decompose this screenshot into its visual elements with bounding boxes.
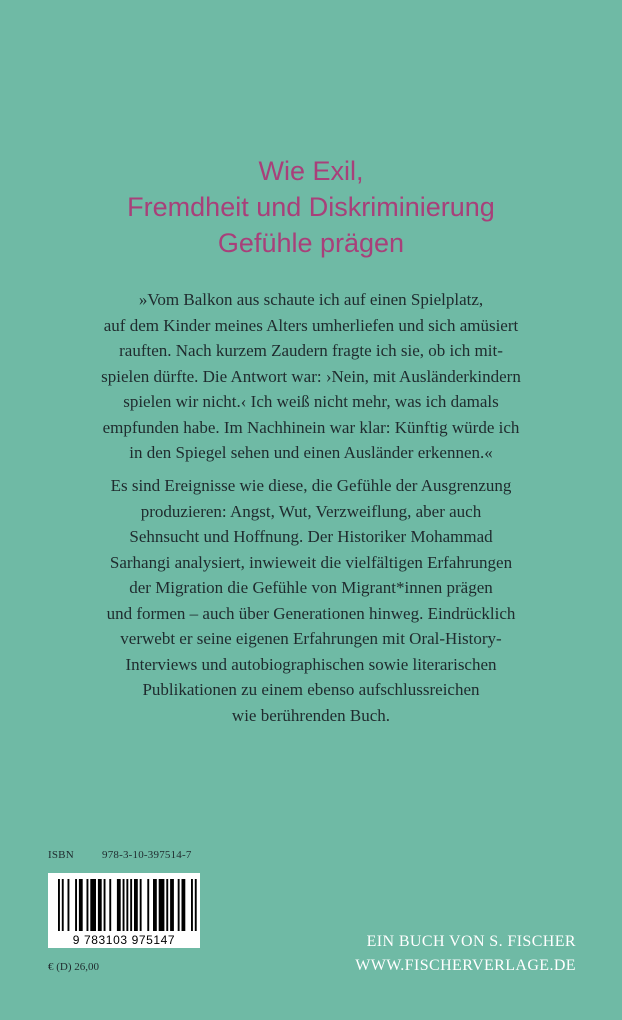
blurb-paragraph <box>0 473 622 728</box>
barcode-bar <box>79 879 83 931</box>
barcode-bar <box>191 879 193 931</box>
headline-line: Fremdheit und Diskriminierung <box>127 192 495 222</box>
price: € (D) 26,00 <box>48 961 100 973</box>
blurb-line: Sarhangi analysiert, inwieweit die vielfältigen Erfahrungen <box>109 552 513 572</box>
blurb-line: wie berührenden Buch. <box>231 705 391 725</box>
barcode-bar <box>75 879 77 931</box>
blurb-line: Publikationen zu einem ebenso aufschlussreichen <box>142 680 480 699</box>
blurb-line: Interviews und autobiographischen sowie literarischen <box>125 654 497 674</box>
barcode-bar <box>109 879 111 931</box>
publisher-name: EIN BUCH VON S. FISCHER <box>366 933 576 950</box>
barcode-bar <box>159 879 165 931</box>
barcode-bar <box>123 879 125 931</box>
quote-paragraph <box>0 287 622 466</box>
barcode-bar <box>178 879 180 931</box>
barcode-bar <box>104 879 106 931</box>
quote-line: »Vom Balkon aus schaute ich auf einen Spielplatz, <box>138 290 484 309</box>
barcode-bar <box>58 879 60 931</box>
barcode-digits: 9 783103 975147 <box>72 933 176 947</box>
barcode-bar <box>126 879 128 931</box>
barcode-bar <box>68 879 70 931</box>
isbn-value: 978-3-10-397514-7 <box>102 849 192 861</box>
barcode-bar <box>130 879 132 931</box>
blurb-line: verwebt er seine eigenen Erfahrungen mit Oral-History- <box>120 629 502 648</box>
quote-line: auf dem Kinder meines Alters umherliefen und sich amüsiert <box>103 315 519 335</box>
barcode-bar <box>166 879 168 931</box>
quote-line: spielen dürfte. Die Antwort war: ›Nein, mit Ausländerkindern <box>101 366 521 386</box>
quote-line: rauften. Nach kurzem Zaudern fragte ich sie, ob ich mit- <box>119 341 503 360</box>
barcode-bar <box>87 879 89 931</box>
isbn-label: ISBN <box>48 849 74 861</box>
barcode-bar <box>140 879 142 931</box>
barcode-bar <box>147 879 149 931</box>
barcode-bar <box>170 879 174 931</box>
quote-line: empfunden habe. Im Nachhinein war klar: Künftig würde ich <box>102 417 520 437</box>
quote-line: in den Spiegel sehen und einen Ausländer erkennen.« <box>129 443 493 462</box>
publisher-url: WWW.FISCHERVERLAGE.DE <box>355 957 576 974</box>
blurb-line: der Migration die Gefühle von Migrant*innen prägen <box>129 578 493 597</box>
headline-line: Gefühle prägen <box>217 228 405 258</box>
barcode-bar <box>98 879 102 931</box>
barcode-bar <box>182 879 186 931</box>
headline-line: Wie Exil, <box>258 156 364 186</box>
blurb-line: Es sind Ereignisse wie diese, die Gefühle der Ausgrenzung <box>110 476 512 495</box>
headline <box>0 153 622 261</box>
barcode-bar <box>62 879 64 931</box>
blurb-line: und formen – auch über Generationen hinweg. Eindrücklich <box>106 603 516 623</box>
blurb-line: Sehnsucht und Hoffnung. Der Historiker Mohammad <box>129 527 493 546</box>
quote-line: spielen wir nicht.‹ Ich weiß nicht mehr, was ich damals <box>123 392 499 411</box>
barcode-bar <box>90 879 96 931</box>
barcode-bar <box>195 879 197 931</box>
blurb-line: produzieren: Angst, Wut, Verzweiflung, aber auch <box>140 501 482 521</box>
barcode-bar <box>153 879 157 931</box>
barcode-bar <box>117 879 121 931</box>
barcode-bar <box>134 879 138 931</box>
publisher-imprint <box>355 930 576 978</box>
isbn <box>48 848 192 862</box>
barcode <box>48 873 200 948</box>
